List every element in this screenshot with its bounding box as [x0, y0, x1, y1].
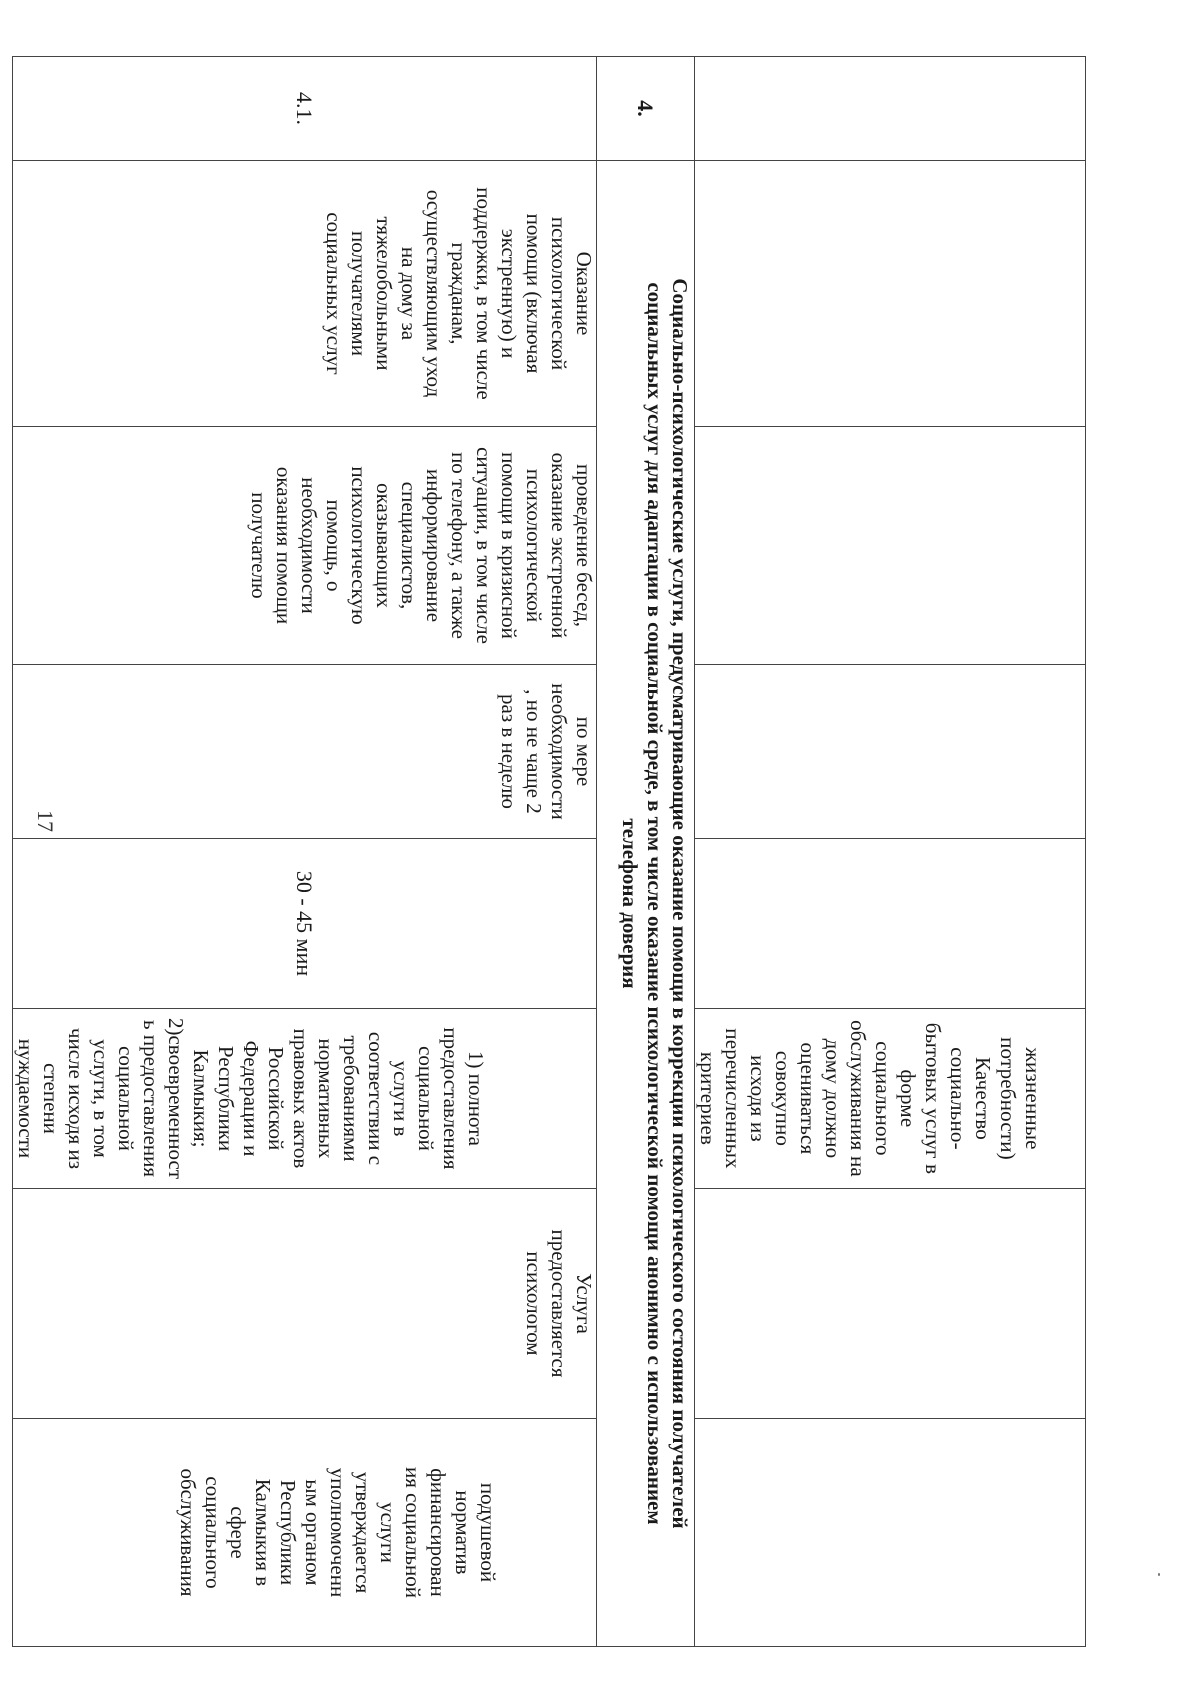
text-line: социальной [414, 1046, 438, 1151]
cont-description-cell [695, 427, 1086, 665]
service-row [13, 57, 597, 1647]
text-line: соответствии с [364, 1031, 388, 1166]
text-line: исходя из [746, 1055, 770, 1142]
text-line: Качество [971, 1057, 995, 1140]
text-line: на дому за [397, 246, 421, 341]
service-financing-cell [13, 1419, 597, 1647]
text-line: предоставляется [547, 1229, 571, 1378]
text-line: психологом [522, 1251, 546, 1356]
service-number: 4.1. [292, 92, 317, 125]
text-line: поддержки, в том числе [472, 187, 496, 400]
text-line: необходимости [547, 683, 571, 820]
cont-conditions-cell [695, 1189, 1086, 1419]
text-line: подушевой [476, 1482, 500, 1583]
section-title-cell [597, 161, 695, 1647]
text-line: дому должно [821, 1038, 845, 1159]
text-line: социальных услуг для адаптации в социальной среде, в том числе оказание психологической помощи анонимно с использованием [643, 282, 667, 1525]
service-financing [13, 1419, 500, 1646]
text-line: Калмыкия в [251, 1478, 275, 1587]
text-line: обслуживания на [846, 1020, 870, 1177]
text-line: числе исходя из [64, 1027, 88, 1170]
text-line: оказания помощи [272, 466, 296, 625]
cont-financing-cell [695, 1419, 1086, 1647]
text-line: проведение бесед, [572, 464, 596, 627]
text-line: жизненные [1021, 1047, 1045, 1150]
text-line: уполномоченн [326, 1467, 350, 1598]
text-line: оказывающих [372, 483, 396, 608]
text-line: психологической [547, 216, 571, 371]
text-line: социального [871, 1041, 895, 1156]
cont-name-cell [695, 161, 1086, 427]
text-line: бытовых услуг в [921, 1022, 945, 1175]
text-line: степени [39, 1063, 63, 1134]
text-line: социального [201, 1476, 225, 1589]
text-line: социальной [114, 1046, 138, 1151]
text-line: финансирован [426, 1468, 450, 1597]
service-quality-cell [13, 1009, 597, 1189]
text-line: раз в неделю [497, 694, 521, 809]
service-duration: 30 - 45 мин [292, 870, 317, 977]
text-line: Услуга [572, 1273, 596, 1334]
text-line: ия социальной [401, 1467, 425, 1598]
text-line: требованиями [339, 1035, 363, 1162]
section-number-cell [597, 57, 695, 161]
text-line: , но не чаще 2 [522, 689, 546, 814]
text-line: экстренную) и [497, 228, 521, 359]
service-name [13, 161, 596, 426]
service-number-cell [13, 57, 597, 161]
text-line: предоставления [439, 1027, 463, 1170]
cont-number-cell [695, 57, 1086, 161]
text-line: правовых актов [289, 1028, 313, 1169]
text-line: необходимости [297, 477, 321, 614]
text-line: нормативных [314, 1038, 338, 1159]
text-line: помощь, о [322, 499, 346, 592]
text-line: 1) полнота [464, 1051, 488, 1146]
text-line: специалистов, [397, 481, 421, 610]
cont-duration-cell [695, 839, 1086, 1009]
service-frequency-cell [13, 665, 597, 839]
section-number: 4. [633, 100, 658, 117]
text-line: Российской [264, 1046, 288, 1151]
text-line: гражданам, [447, 242, 471, 345]
text-line: Федерации и [239, 1040, 263, 1157]
section-title [617, 201, 692, 1606]
text-line: психологическую [347, 466, 371, 625]
service-duration-cell [13, 839, 597, 1009]
service-frequency [13, 665, 596, 838]
text-line: перечисленных [721, 1028, 745, 1169]
service-quality [13, 1009, 488, 1188]
text-line: Калмыкия; [189, 1049, 213, 1148]
text-line: критериев [696, 1051, 720, 1146]
text-line: потребности) [996, 1037, 1020, 1160]
text-line: по телефону, а также [447, 452, 471, 639]
text-line: Республики [276, 1479, 300, 1586]
service-conditions-cell [13, 1189, 597, 1419]
text-line: осуществляющим уход [422, 189, 446, 398]
service-conditions [13, 1189, 596, 1418]
text-line: нуждаемости [14, 1038, 38, 1159]
text-line: Республики [214, 1045, 238, 1152]
text-line: утверждается [351, 1471, 375, 1594]
text-line: информирование [422, 468, 446, 623]
page-number: 17 [33, 810, 58, 832]
text-line: помощи (включая [522, 213, 546, 374]
text-line: Социально-психологические услуги, предусматривающие оказание помощи в коррекции психологического состояния получателей [668, 278, 692, 1529]
text-line: ситуации, в том числе [472, 447, 496, 644]
text-line: тяжелобольными [372, 216, 396, 371]
text-line: сфере [226, 1506, 250, 1559]
section-row [597, 57, 695, 1647]
service-name-cell [13, 161, 597, 427]
text-line: получателю [247, 492, 271, 599]
text-line: форме [896, 1069, 920, 1128]
text-line: 2)своевременност [164, 1017, 188, 1179]
text-line: ым органом [301, 1479, 325, 1586]
text-line: Оказание [572, 251, 596, 336]
text-line: услуги в [389, 1060, 413, 1137]
text-line: социально- [946, 1047, 970, 1150]
cont-frequency-cell [695, 665, 1086, 839]
text-line: помощи в кризисной [497, 452, 521, 639]
service-description-cell [13, 427, 597, 665]
text-line: совокупно [771, 1050, 795, 1147]
service-description [13, 427, 596, 664]
text-line: получателями [347, 231, 371, 356]
text-line: социальных услуг [322, 212, 346, 375]
cont-quality-cell [695, 1009, 1086, 1189]
text-line: по мере [572, 716, 596, 787]
text-line: норматив [451, 1490, 475, 1575]
text-line: оцениваться [796, 1042, 820, 1155]
text-line: обслуживания [176, 1468, 200, 1597]
services-table [12, 56, 1086, 1647]
text-line: услуги [376, 1502, 400, 1563]
continuation-row [695, 57, 1086, 1647]
text-line: оказание экстренной [547, 452, 571, 639]
text-line: ь предоставления [139, 1020, 163, 1177]
text-line: услуги, в том [89, 1039, 113, 1158]
text-line: психологической [522, 468, 546, 623]
scan-speck [1158, 1573, 1160, 1576]
text-line: телефона доверия [618, 818, 642, 989]
cont-quality-text [695, 1009, 1045, 1188]
